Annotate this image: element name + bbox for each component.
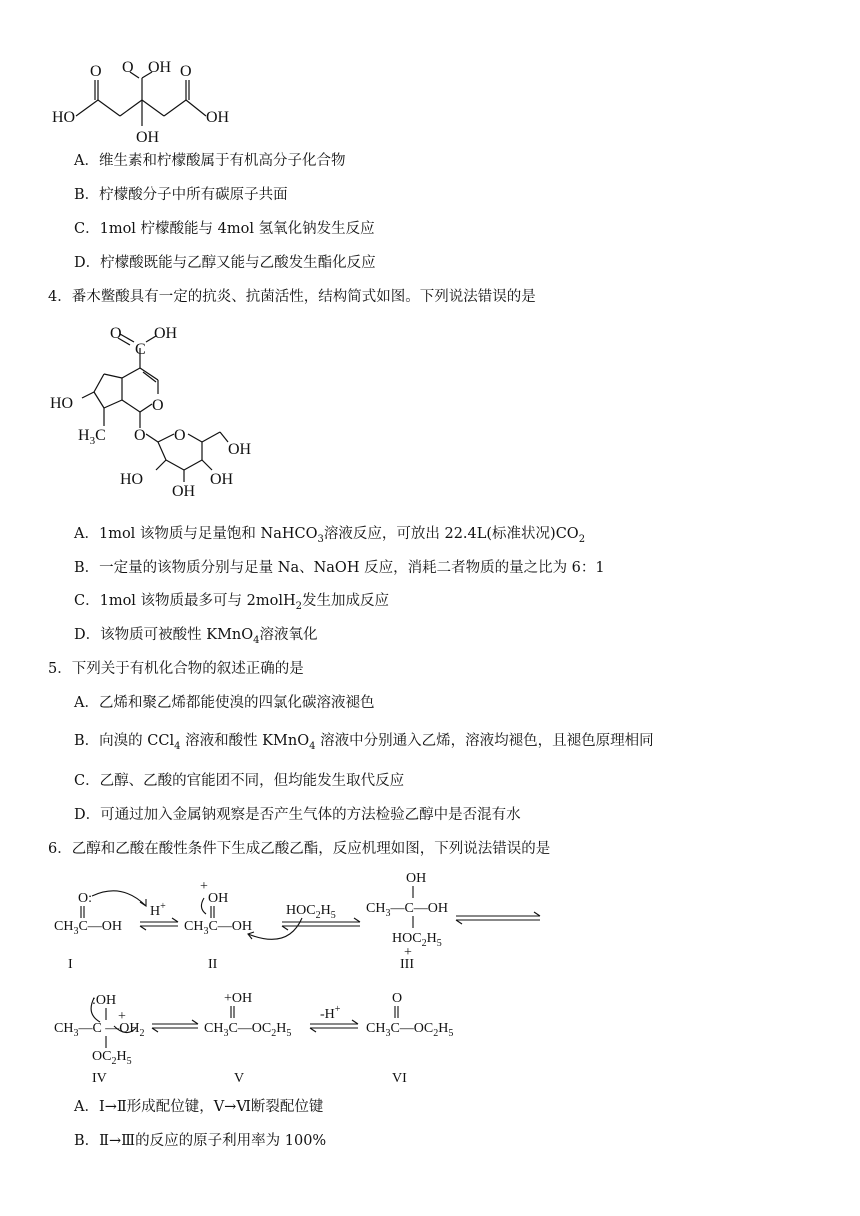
atom-oh: OH (148, 59, 172, 76)
atom-ch3: $H_3C$ (78, 427, 106, 447)
q4-option-c: C．1mol 该物质最多可与 2molH$_2$发生加成反应 (74, 593, 390, 612)
atom-oh: OH (406, 871, 427, 886)
formula-ch3c-oh-2: $CH_3C—OH$ (184, 919, 253, 937)
atom-ho: HO (120, 471, 144, 488)
q4-option-b: B．一定量的该物质分别与足量 Na、NaOH 反应，消耗二者物质的量之比为 6：1 (74, 560, 605, 576)
atom-oh: OH (208, 891, 229, 906)
hoc2h5-group: $HOC_2H_5$ (392, 931, 442, 949)
h-plus-label: H+ (150, 901, 166, 919)
q4-stem: 4．番木鳖酸具有一定的抗炎、抗菌活性，结构简式如图。下列说法错误的是 (48, 289, 536, 305)
minus-h-label: -H+ (320, 1004, 341, 1022)
q5-stem: 5．下列关于有机化合物的叙述正确的是 (48, 661, 304, 677)
plus-charge: + (200, 879, 208, 894)
atom-oh: OH (154, 325, 178, 342)
q6-stem: 6．乙醇和乙酸在酸性条件下生成乙酸乙酯，反应机理如图，下列说法错误的是 (48, 841, 551, 857)
q6-option-b: B．Ⅱ→Ⅲ的反应的原子利用率为 100% (74, 1133, 327, 1149)
q3-option-d: D．柠檬酸既能与乙醇又能与乙酸发生酯化反应 (74, 255, 376, 271)
q5-option-c: C．乙醇、乙酸的官能团不同，但均能发生取代反应 (74, 773, 405, 789)
loganic-acid-structure (48, 318, 268, 496)
atom-o: O (152, 397, 164, 414)
q6-option-a: A．Ⅰ→Ⅱ形成配位键，Ⅴ→Ⅵ断裂配位键 (74, 1099, 324, 1115)
atom-o: O (134, 427, 146, 444)
atom-o: O (174, 427, 186, 444)
formula-ester: $CH_3C—OC_2H_5$ (366, 1021, 454, 1039)
label-roman-v: V (234, 1071, 245, 1086)
esterification-mechanism (48, 868, 568, 1088)
oc2h5-group: $OC_2H_5$ (92, 1049, 132, 1067)
atom-o: O (90, 63, 102, 80)
atom-ho: HO (52, 109, 76, 126)
formula-ch3-c-oh: $CH_3—C—OH$ (366, 901, 449, 919)
atom-o: O: (78, 891, 92, 906)
label-roman-ii: II (208, 957, 218, 972)
label-roman-vi: VI (392, 1071, 407, 1086)
formula-ch3c-oh: $CH_3C—OH$ (54, 919, 123, 937)
atom-oh: OH (228, 441, 252, 458)
atom-oh: OH (210, 471, 234, 488)
q5-option-b: B．向溴的 CCl$_4$ 溶液和酸性 KMnO$_4$ 溶液中分别通入乙烯，溶液均褪色，且褪色原理相同 (74, 733, 654, 752)
citric-acid-structure (48, 52, 248, 147)
atom-o: O (110, 325, 122, 342)
label-roman-i: I (68, 957, 73, 972)
label-roman-iv: IV (92, 1071, 107, 1086)
atom-c: C (135, 341, 146, 358)
atom-o: O (180, 63, 192, 80)
q4-option-a: A．1mol 该物质与足量饱和 NaHCO$_3$溶液反应，可放出 22.4L(标准状况)$CO_2$ (74, 526, 586, 545)
label-roman-iii: III (400, 957, 414, 972)
atom-oh: OH (206, 109, 230, 126)
q5-option-a: A．乙烯和聚乙烯都能使溴的四氯化碳溶液褪色 (74, 695, 375, 711)
atom-oh: OH (172, 483, 196, 496)
plus-charge: + (118, 1009, 126, 1024)
q3-option-b: B．柠檬酸分子中所有碳原子共面 (74, 187, 288, 203)
q3-option-c: C．1mol 柠檬酸能与 4mol 氢氧化钠发生反应 (74, 221, 375, 237)
atom-plus-oh: +OH (224, 991, 253, 1006)
formula-ch3-c-oh2: $CH_3—C$ $—OH_2$ (54, 1021, 145, 1039)
hoc2h5-label: $HOC_2H_5$ (286, 903, 336, 921)
q3-option-a: A．维生素和柠檬酸属于有机高分子化合物 (74, 153, 346, 169)
atom-o: O (122, 59, 134, 76)
atom-ho: HO (50, 395, 74, 412)
formula-ch3c-oc2h5: $CH_3C—OC_2H_5$ (204, 1021, 292, 1039)
q4-option-d: D．该物质可被酸性 KMnO$_4$溶液氧化 (74, 627, 318, 646)
q5-option-d: D．可通过加入金属钠观察是否产生气体的方法检验乙醇中是否混有水 (74, 807, 521, 823)
atom-o: O (392, 991, 403, 1006)
atom-oh: OH (136, 129, 160, 146)
atom-oh: :OH (92, 993, 117, 1008)
plus-charge: + (404, 945, 412, 960)
